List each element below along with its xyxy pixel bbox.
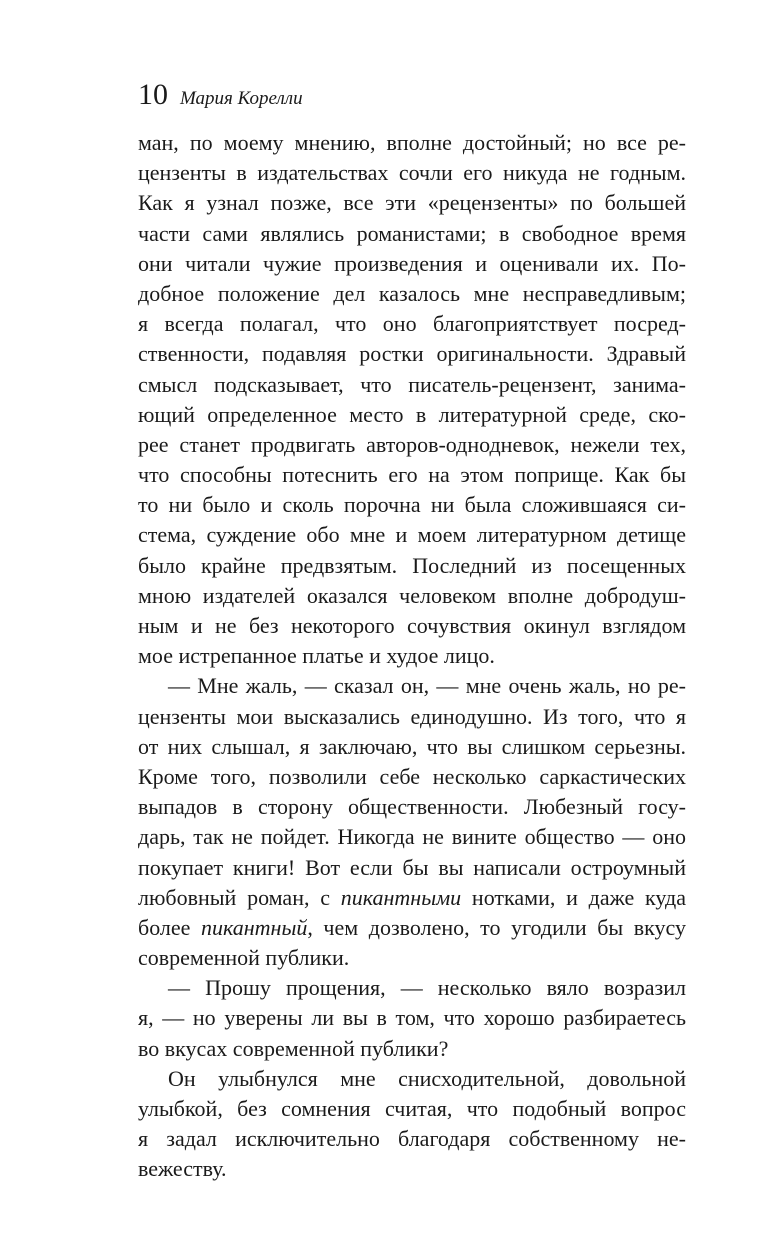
- text-line: смысл подсказывает, что писатель-рецензент, занима-: [138, 371, 686, 397]
- text-line: ющий определенное место в литературной среде, ско-: [138, 401, 686, 427]
- text-line: мое истрепанное платье и худое лицо.: [138, 643, 495, 669]
- text-segment: нотками, и даже куда: [461, 884, 686, 910]
- text-line: Он улыбнулся мне снисходительной, довольной: [168, 1065, 686, 1091]
- text-line: мною издателей оказался человеком вполне добродуш-: [138, 582, 686, 608]
- text-line: — Мне жаль, — сказал он, — мне очень жаль, но ре-: [168, 673, 686, 699]
- text-line: я задал исключительно благодаря собственному не-: [138, 1126, 686, 1152]
- text-line: ным и не без некоторого сочувствия окинул взглядом: [138, 613, 686, 638]
- text-line: было крайне предвзятым. Последний из посещенных: [138, 552, 686, 578]
- text-line: от них слышал, я заключаю, что вы слишком серьезны.: [138, 733, 686, 759]
- text-line: покупает книги! Вот если бы вы написали остроумный: [138, 854, 686, 880]
- text-segment: , чем дозволено, то угодили бы вкусу: [307, 914, 686, 940]
- text-line: ственности, подавляя ростки оригинальности. Здравый: [138, 341, 686, 367]
- text-line: то ни было и сколь порочна ни была сложившаяся си-: [138, 492, 686, 518]
- text-segment: любовный роман, с: [138, 884, 341, 910]
- text-segment: более: [138, 914, 201, 940]
- text-line: выпадов в сторону общественности. Любезный госу-: [138, 794, 686, 820]
- page-number: 10: [138, 78, 168, 111]
- text-line: цензенты в издательствах сочли его никуда не годным.: [138, 160, 686, 186]
- text-line: улыбкой, без сомнения считая, что подобный вопрос: [138, 1096, 686, 1121]
- book-page: [138, 78, 686, 1185]
- text-line: [138, 913, 686, 943]
- text-line: рее станет продвигать авторов-однодневок, нежели тех,: [138, 431, 686, 457]
- text-line: современной публики.: [138, 945, 350, 971]
- text-line: они читали чужие произведения и оценивали их. По-: [138, 250, 686, 276]
- text-line: добное положение дел казалось мне несправедливым;: [138, 280, 686, 306]
- text-line: Как я узнал позже, все эти «рецензенты» по большей: [138, 190, 686, 216]
- text-line: я, — но уверены ли вы в том, что хорошо разбираетесь: [138, 1005, 686, 1031]
- text-line: ман, по моему мнению, вполне достойный; но все ре-: [138, 130, 686, 155]
- text-line: вежеству.: [138, 1156, 227, 1182]
- running-title: Мария Корелли: [180, 88, 303, 109]
- text-line: — Прошу прощения, — несколько вяло возразил: [168, 975, 686, 1001]
- text-line: во вкусах современной публики?: [138, 1035, 449, 1061]
- running-head: [138, 78, 686, 122]
- text-body: [138, 128, 686, 1185]
- italic-emphasis: пикантными: [340, 884, 462, 910]
- text-line: [138, 883, 686, 913]
- text-line: что способны потеснить его на этом поприще. Как бы: [138, 462, 686, 488]
- text-line: цензенты мои высказались единодушно. Из того, что я: [138, 703, 686, 729]
- italic-emphasis: пикантный: [201, 914, 308, 940]
- text-line: части сами являлись романистами; в свободное время: [138, 220, 686, 246]
- text-line: дарь, так не пойдет. Никогда не вините общество — оно: [138, 824, 686, 850]
- text-line: Кроме того, позволили себе несколько саркастических: [138, 763, 686, 789]
- text-line: стема, суждение обо мне и моем литературном детище: [138, 522, 686, 548]
- text-line: я всегда полагал, что оно благоприятствует посред-: [138, 311, 686, 337]
